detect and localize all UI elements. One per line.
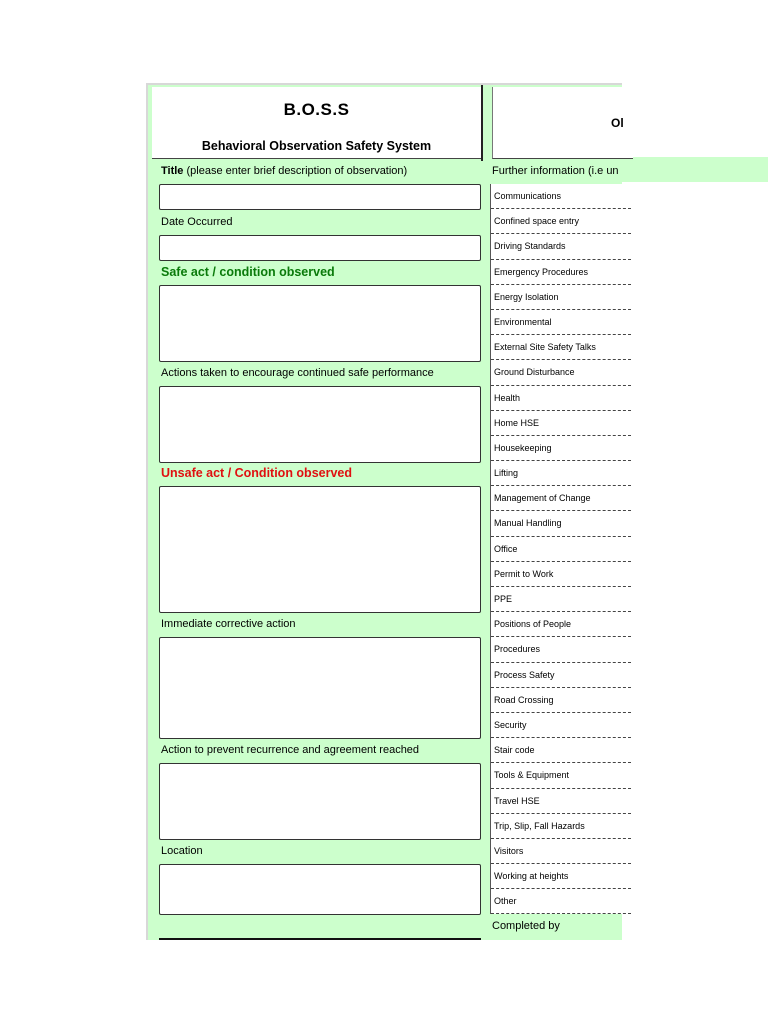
boss-form-sheet xyxy=(146,83,622,940)
category-item[interactable]: Ground Disturbance xyxy=(491,360,631,385)
immediate-action-label: Immediate corrective action xyxy=(161,618,296,630)
category-item[interactable]: Permit to Work xyxy=(491,562,631,587)
category-item[interactable]: Lifting xyxy=(491,461,631,486)
safe-act-label: Safe act / condition observed xyxy=(161,265,335,279)
category-item[interactable]: PPE xyxy=(491,587,631,612)
category-item[interactable]: Other xyxy=(491,889,631,914)
category-item[interactable]: Driving Standards xyxy=(491,234,631,259)
category-item[interactable]: Management of Change xyxy=(491,486,631,511)
unsafe-act-label: Unsafe act / Condition observed xyxy=(161,466,353,480)
category-item[interactable]: Manual Handling xyxy=(491,511,631,536)
title-label xyxy=(161,165,407,177)
category-item[interactable]: Process Safety xyxy=(491,663,631,688)
further-info-row-extension xyxy=(620,157,768,182)
category-item[interactable]: Confined space entry xyxy=(491,209,631,234)
category-item[interactable]: Stair code xyxy=(491,738,631,763)
form-subtitle: Behavioral Observation Safety System xyxy=(201,139,432,153)
title-label-hint: (please enter brief description of observation) xyxy=(183,165,408,177)
immediate-action-input[interactable] xyxy=(159,637,481,739)
title-input[interactable] xyxy=(159,184,481,210)
location-input[interactable] xyxy=(159,864,481,915)
actions-taken-label: Actions taken to encourage continued safe performance xyxy=(161,367,434,379)
bottom-border xyxy=(159,938,481,940)
right-header-partial-text: Ol xyxy=(611,116,624,130)
prevent-recurrence-label: Action to prevent recurrence and agreement reached xyxy=(161,744,420,756)
right-header xyxy=(492,87,633,159)
header-divider xyxy=(481,85,483,161)
category-item[interactable]: Procedures xyxy=(491,637,631,662)
category-item[interactable]: Visitors xyxy=(491,839,631,864)
category-item[interactable]: Environmental xyxy=(491,310,631,335)
form-header xyxy=(152,87,481,159)
date-occurred-input[interactable] xyxy=(159,235,481,261)
category-item[interactable]: Housekeeping xyxy=(491,436,631,461)
category-item[interactable]: Security xyxy=(491,713,631,738)
safe-act-input[interactable] xyxy=(159,285,481,362)
prevent-recurrence-input[interactable] xyxy=(159,763,481,840)
category-item[interactable]: Travel HSE xyxy=(491,789,631,814)
category-item[interactable]: Road Crossing xyxy=(491,688,631,713)
form-title: B.O.S.S xyxy=(283,100,350,119)
title-label-bold: Title xyxy=(161,165,184,177)
category-list xyxy=(490,184,631,914)
completed-by-label: Completed by xyxy=(492,920,560,932)
actions-taken-input[interactable] xyxy=(159,386,481,463)
category-item[interactable]: Office xyxy=(491,537,631,562)
further-info-label: Further information (i.e un xyxy=(492,165,619,177)
category-item[interactable]: Energy Isolation xyxy=(491,285,631,310)
category-item[interactable]: Trip, Slip, Fall Hazards xyxy=(491,814,631,839)
date-occurred-label: Date Occurred xyxy=(161,216,233,228)
category-item[interactable]: Working at heights xyxy=(491,864,631,889)
unsafe-act-input[interactable] xyxy=(159,486,481,613)
location-label: Location xyxy=(161,845,203,857)
category-item[interactable]: Health xyxy=(491,386,631,411)
category-item[interactable]: Home HSE xyxy=(491,411,631,436)
category-item[interactable]: Emergency Procedures xyxy=(491,260,631,285)
category-item[interactable]: Communications xyxy=(491,184,631,209)
category-item[interactable]: External Site Safety Talks xyxy=(491,335,631,360)
category-item[interactable]: Tools & Equipment xyxy=(491,763,631,788)
category-item[interactable]: Positions of People xyxy=(491,612,631,637)
